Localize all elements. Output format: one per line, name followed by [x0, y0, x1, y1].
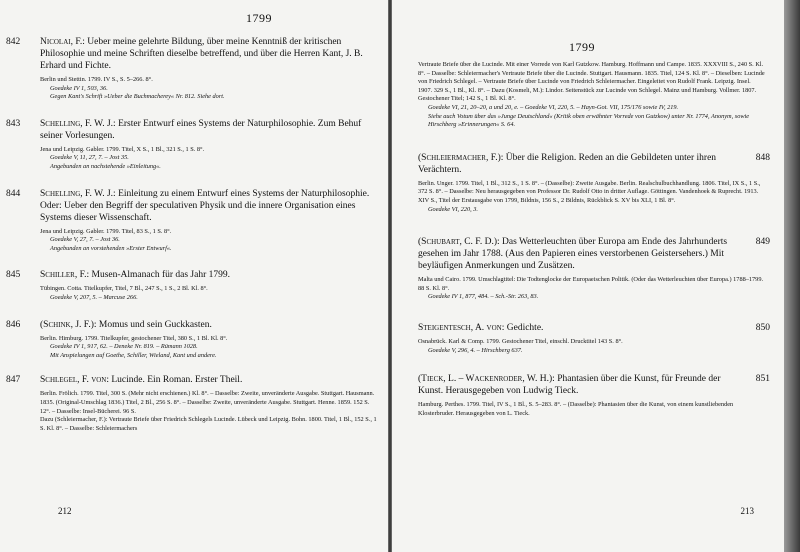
- entry-number: 851: [755, 374, 770, 385]
- entry-reference: Goedeke V, 207, 5. – Marcuse 266.: [50, 293, 138, 301]
- page-number: 212: [58, 506, 72, 516]
- entry-number: 845: [6, 270, 21, 281]
- entry-author: Nicolai, F.:: [40, 37, 85, 47]
- entry-details: Hamburg. Perthes. 1799. Titel, IV S., 1 Bl., S. 5–283. 8°. – (Dasselbe): Phantasien über die Kunst, von einem kunstliebenden Klosterbruder. Herausgegeben von L. Tieck.: [418, 401, 734, 417]
- catalog-entry: [6, 36, 378, 102]
- entry-note: Siehe auch Votum über das »Junge Deutschland« (Kritik oben erwähnter Vorrede von Gutzkow) unter Nr. 1774, Anonym, sowie Hirschberg »Erinnerungen« S. 64.: [428, 112, 750, 129]
- catalog-entry: [418, 152, 770, 214]
- entry-number: 849: [755, 237, 770, 248]
- entry-reference: Goedeke V, 27, 7. – Jost 36.: [50, 236, 120, 244]
- entry-heading: [418, 373, 766, 397]
- entry-title: Über die Religion. Reden an die Gebildeten unter ihren Verächtern.: [418, 152, 717, 175]
- entry-note: Mit Anspielungen auf Goethe, Schiller, Wieland, Kant und andere.: [50, 351, 217, 359]
- catalog-entry: [6, 118, 378, 172]
- entry-heading: [40, 188, 378, 224]
- entry-heading: [418, 152, 766, 176]
- entry-details: Osnabrück. Karl & Comp. 1799. Gestochener Titel, einschl. Drucktitel 143 S. 8°.: [418, 337, 623, 345]
- entry-details: Jena und Leipzig. Gabler. 1799. Titel, X S., 1 Bl., 321 S., 1 S. 8°.: [40, 145, 205, 153]
- entry-reference: Goedeke VI, 21, 20–20, a und 20, e. – Goedeke VI, 220, 5. – Hayn-Got. VII, 175/176 sowie IV, 219.: [428, 103, 679, 111]
- entry-author: Steigentesch, A. von:: [418, 322, 505, 333]
- page-number: 213: [740, 506, 754, 516]
- entry-title: Ueber meine gelehrte Bildung, über meine Kenntniß der kritischen Philosophie und meine Schriften dieselbe betreffend, und über die Herren Kant, J. B. Erhard und Fichte.: [40, 37, 363, 71]
- entry-heading: [40, 118, 378, 142]
- entry-reference: Goedeke IV 1, 503, 36.: [50, 84, 108, 92]
- entry-heading: [40, 374, 378, 386]
- right-page: [392, 0, 784, 552]
- left-page: [0, 0, 388, 552]
- entry-number: 842: [6, 37, 21, 47]
- entry-title: Das Wetterleuchten über Europa am Ende des Jahrhunderts gesehen im Jahr 1788. (Aus den Papieren eines verstorbenen Geistersehers.) Mit beyläufigen Anmerkungen und Zusätzen.: [418, 237, 728, 272]
- entry-note: Gegen Kant's Schrift »Ueber die Buchmacherey« Nr. 812. Siehe dort.: [50, 93, 225, 101]
- entry-title: Phantasien über die Kunst, für Freunde der Kunst. Herausgegeben von Ludwig Tieck.: [418, 374, 721, 397]
- entry-reference: Goedeke IV 1, 917, 62. – Deneke Nr. 819. – Rümann 1028.: [50, 343, 198, 351]
- entry-author: Schiller, F.:: [40, 270, 90, 281]
- entry-note: Angebunden an vorstehenden »Erster Entwurf«.: [50, 244, 172, 252]
- entry-details: Vertraute Briefe über die Lucinde. Mit einer Vorrede von Karl Gutzkow. Hamburg. Hoffmann und Campe. 1835. XXXVIII S., 240 S. Kl. 8°. – Dasselbe: Schleiermacher's Vertraute Briefe über die Lucinde. Stuttgart. Hausmann. 1835. Titel, 124 S. Kl. 8°. – Dieselben: Lucinde von Friedrich Schlegel. – Vertraute Briefe über Lucinde von Friedrich Schleiermacher. Eingeleitet von Rudolf Frank. Leipzig. Insel. 1907. 329 S., 1 Bl., Kl. 8°. – Dazu (Kosmeli, M.): Lindor. Seitenstück zur Lucinde von Schlegel. Mainz und Hamburg. Vollmer. 1807. Gestochener Titel; 142 S., 1 Bl. Kl. 8°.: [418, 61, 765, 103]
- entry-heading: [418, 236, 766, 272]
- catalog-entry: [6, 319, 378, 361]
- entry-author: Schlegel, F. von:: [40, 375, 109, 386]
- entry-heading: [418, 322, 766, 334]
- entry-heading: [40, 269, 378, 281]
- entry-number: 844: [6, 188, 21, 199]
- catalog-entry: [6, 269, 378, 302]
- entry-author: (Schubart, C. F. D.):: [418, 237, 500, 248]
- catalog-entry: [6, 374, 378, 433]
- entry-reference: Goedeke VI, 220, 3.: [428, 205, 479, 213]
- catalog-entry: [418, 322, 770, 355]
- entry-number: 848: [755, 152, 770, 163]
- entry-heading: [40, 36, 378, 72]
- entry-note: Angebunden an nachstehende »Einleitung«.: [50, 162, 161, 170]
- entry-details: Berlin. Himburg. 1799. Titelkupfer, gestochener Titel, 380 S., 1 Bl. Kl. 8°.: [40, 334, 228, 342]
- entry-author: Schelling, F. W. J.:: [40, 118, 116, 129]
- entry-title: Gedichte.: [504, 322, 544, 333]
- entry-title: Erster Entwurf eines Systems der Naturphilosophie. Zum Behuf seiner Vorlesungen.: [40, 118, 362, 141]
- entry-number: 847: [6, 375, 21, 386]
- entry-author: (Tieck, L. – Wackenroder, W. H.):: [418, 374, 555, 385]
- scan-edge-shadow: [784, 0, 800, 552]
- entry-number: 850: [755, 322, 770, 333]
- entry-author: Schelling, F. W. J.:: [40, 188, 116, 199]
- catalog-entry-continuation: [418, 61, 766, 130]
- entry-title: Musen-Almanach für das Jahr 1799.: [89, 270, 231, 281]
- entry-details: Berlin. Unger. 1799. Titel, 1 Bl., 312 S., 1 S. 8°. – (Dasselbe): Zweite Ausgabe. Berlin. Realschulbuchhandlung. 1806. Titel, IX S., 1 S., 372 S. 8°. – Dasselbe: Neu herausgegeben von Professor Dr. Rudolf Otto in dritter Auflage. Göttingen. Vandenhoek & Ruprecht. 1913. XIV S., Titel der Erstausgabe von 1799, Bildnis, 156 S., 2 Bildnis, Rückblick S. XV bis XLI, 1 Bl. 8°.: [418, 179, 761, 204]
- entry-reference: Goedeke V, 11, 27, 7. – Jost 35.: [50, 154, 129, 162]
- entry-details: Berlin und Stettin. 1799. IV S., S. 5–266. 8°.: [40, 76, 153, 83]
- catalog-entry: [418, 236, 770, 302]
- entry-number: 843: [6, 118, 21, 129]
- entry-title: Momus und sein Guckkasten.: [96, 319, 212, 330]
- running-head-year: 1799: [569, 40, 595, 54]
- catalog-entry: [6, 188, 378, 254]
- entry-reference: Goedeke IV 1, 877, 484. – Sch.-Str. 263, 83.: [428, 293, 539, 301]
- entry-author: (Schleiermacher, F.):: [418, 152, 504, 163]
- catalog-entry: [418, 373, 770, 418]
- entry-reference: Goedeke V, 296, 4. – Hirschberg 637.: [428, 346, 523, 354]
- entry-title: Einleitung zu einem Entwurf eines Systems der Naturphilosophie. Oder: Ueber den Begriff der speculativen Physik und die innere Organisation eines Systems dieser Wissenschaft.: [40, 188, 370, 223]
- entry-details: Dazu (Schleiermacher, F.): Vertraute Briefe über Friedrich Schlegels Lucinde. Lübeck und Leipzig. Bohn. 1800. Titel, 1 Bl., 152 S., 1 S. Kl. 8°. – Dasselbe: Schleiermachers: [40, 416, 377, 432]
- entry-details: Berlin. Frölich. 1799. Titel, 300 S. (Mehr nicht erschienen.) Kl. 8°. – Dasselbe: Zweite, unveränderte Ausgabe. Stuttgart. Hausmann. 1835. (Original-Umschlag 1836.) Titel, 2 Bl., 256 S. 8°. – Dasselbe: Zweite, unveränderte Ausgabe. Stuttgart. Henne. 1859. 152 S. 12°. – Dasselbe: Insel-Bücherei. 96 S.: [40, 390, 375, 415]
- entry-details: Jena und Leipzig. Gabler. 1799. Titel, 83 S., 1 S. 8°.: [40, 227, 172, 235]
- entry-heading: [40, 319, 378, 331]
- entry-author: (Schink, J. F.):: [40, 319, 97, 330]
- running-head-year: 1799: [246, 11, 272, 25]
- entry-title: Lucinde. Ein Roman. Erster Theil.: [109, 375, 243, 386]
- entry-details: Tübingen. Cotta. Titelkupfer, Titel, 7 Bl., 247 S., 1 S., 2 Bl. Kl. 8°.: [40, 285, 208, 293]
- entry-number: 846: [6, 319, 21, 330]
- entry-details: Malta und Cairo. 1799. Umschlagtitel: Die Todtenglocke der Europaeischen Politik. (Oder das Wetterleuchten über Europa.) 1788–1799. 88 S. Kl. 8°.: [418, 276, 764, 292]
